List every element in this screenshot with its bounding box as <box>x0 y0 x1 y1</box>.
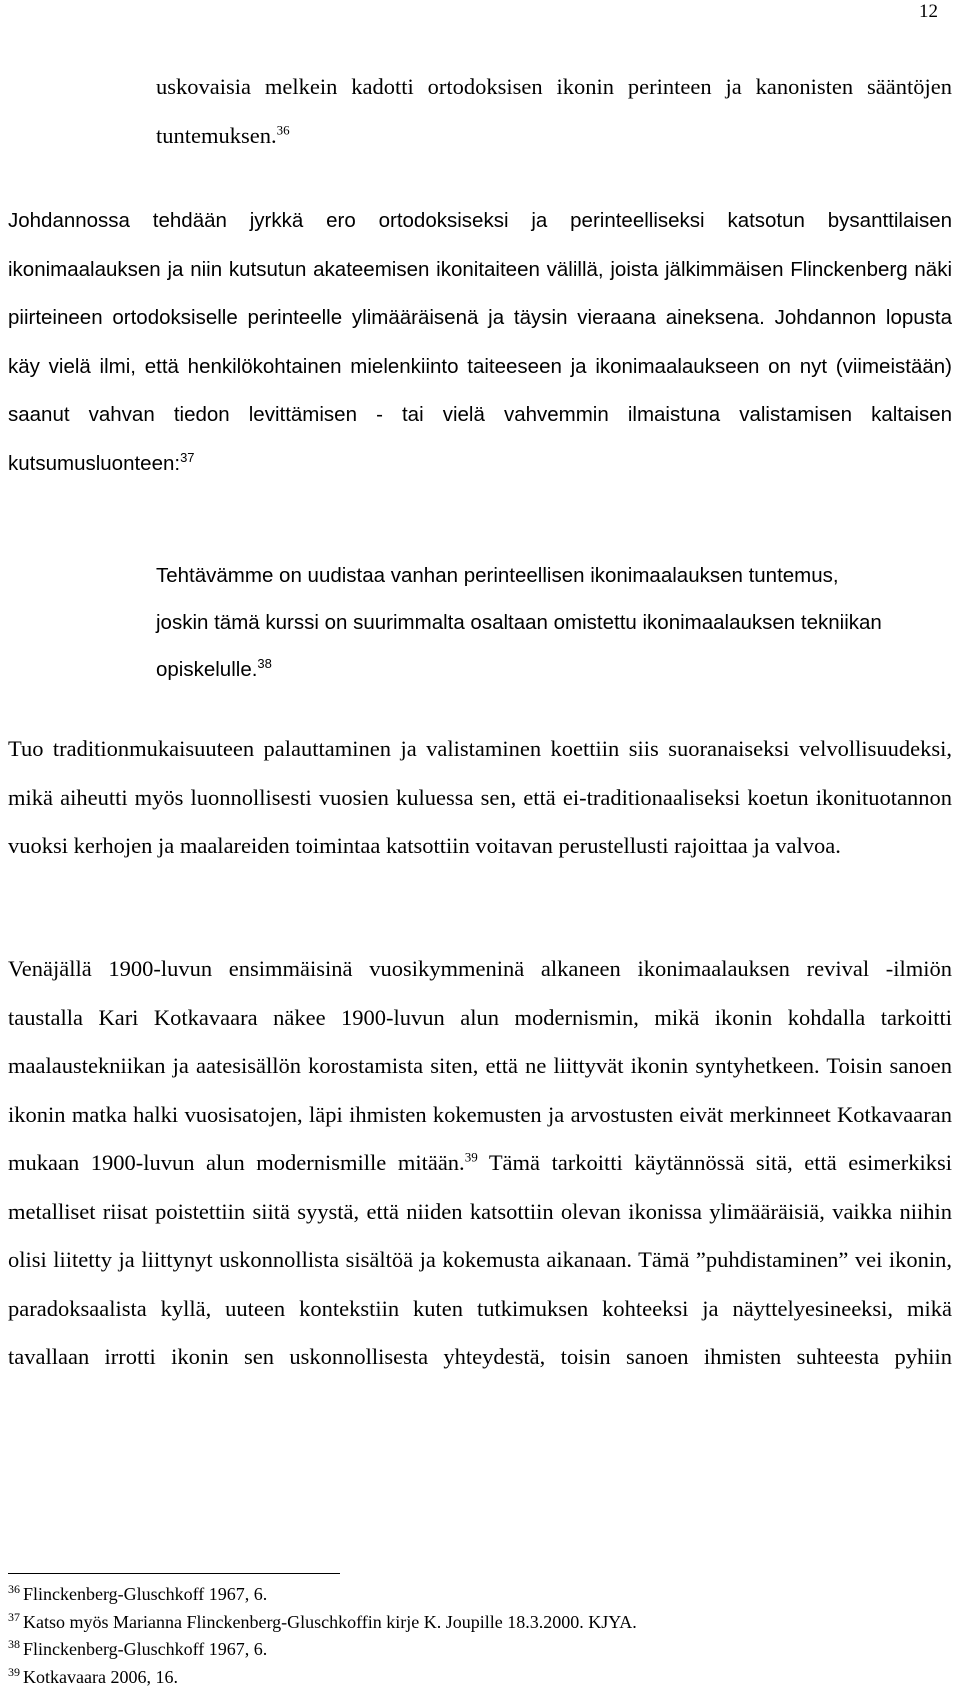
footnote-39 <box>8 1664 952 1692</box>
paragraph-johdannossa <box>8 197 952 488</box>
footnotes <box>8 1581 952 1691</box>
quote-text: Tehtävämme on uudistaa vanhan perinteellisen ikonimaalauksen tuntemus, joskin tämä kurssi on suurimmalta osaltaan omistettu ikonimaalauksen tekniikan opiskelulle. <box>156 564 882 681</box>
paragraph-continuation <box>156 63 952 160</box>
paragraph-venajalla <box>8 945 952 1382</box>
block-quote <box>156 552 896 693</box>
footnote-number: 38 <box>8 1637 20 1651</box>
footnote-36 <box>8 1581 952 1609</box>
footnote-ref-36[interactable]: 36 <box>276 122 290 137</box>
footnote-ref-37[interactable]: 37 <box>180 449 195 465</box>
footnote-ref-38[interactable]: 38 <box>257 656 272 672</box>
footnote-number: 36 <box>8 1582 20 1596</box>
footnote-text: Katso myös Marianna Flinckenberg-Gluschkoffin kirje K. Joupille 18.3.2000. KJYA. <box>23 1611 637 1632</box>
footnote-ref-39[interactable]: 39 <box>464 1149 478 1165</box>
paragraph-text: Tuo traditionmukaisuuteen palauttaminen ja valistaminen koettiin siis suoranaiseksi velvollisuudeksi, mikä aiheutti myös luonnollisesti vuosien kuluessa sen, että ei-traditionaaliseksi koetun ikonituotannon vuoksi kerhojen ja maalareiden toimintaa katsottiin voitavan perustellusti rajoittaa ja valvoa. <box>8 736 952 858</box>
paragraph-text-continued: Tämä tarkoitti käytännössä sitä, että esimerkiksi metalliset riisat poistettiin siitä syystä, että niiden katsottiin olevan ikonissa ylimääräisiä, vaikka niihin olisi liitetty ja liittynyt uskonnollista sisältöä ja kokemusta aikanaan. Tämä ”puhdistaminen” vei ikonin, paradoksaalista kyllä, uuteen kontekstiin kuten tutkimuksen kohteeksi ja näyttelyesineeksi, mikä tavallaan irrotti ikonin sen uskonnollisesta yhteydestä, toisin sanoen ihmisten suhteesta pyhiin <box>8 1150 952 1369</box>
page-number: 12 <box>919 1 938 22</box>
footnote-text: Flinckenberg-Gluschkoff 1967, 6. <box>23 1584 268 1604</box>
footnote-number: 39 <box>8 1664 20 1679</box>
footnote-text: Kotkavaara 2006, 16. <box>23 1666 178 1687</box>
footnote-number: 37 <box>8 1609 20 1624</box>
paragraph-text: Venäjällä 1900-luvun ensimmäisinä vuosikymmeninä alkaneen ikonimaalauksen revival -ilmiön taustalla Kari Kotkavaara näkee 1900-luvun alun modernismin, mikä ikonin kohdalla tarkoitti maalaustekniikan ja aatesisällön korostamista siten, että ne liittyvät ikonin syntyhetkeen. Toisin sanoen ikonin matka halki vuosisatojen, läpi ihmisten kokemusten ja arvostusten eivät merkinneet Kotkavaaran mukaan 1900-luvun alun modernismille mitään. <box>8 956 952 1175</box>
paragraph-text: uskovaisia melkein kadotti ortodoksisen ikonin perinteen ja kanonisten sääntöjen tuntemuksen. <box>156 74 952 148</box>
footnote-38 <box>8 1636 952 1664</box>
paragraph-text: Johdannossa tehdään jyrkkä ero ortodoksiseksi ja perinteelliseksi katsotun bysanttilaisen ikonimaalauksen ja niin kutsutun akateemisen ikonitaiteen välillä, joista jälkimmäisen Flinckenberg näki piirteineen ortodoksiselle perinteelle ylimääräisenä ja täysin vieraana aineksena. Johdannon lopusta käy vielä ilmi, että henkilökohtainen mielenkiinto taiteeseen ja ikonimaalaukseen on nyt (viimeistään) saanut vahvan tiedon levittämisen - tai vielä vahvemmin ilmaistuna valistamisen kaltaisen kutsumusluonteen: <box>8 209 952 475</box>
footnote-37 <box>8 1609 952 1637</box>
footnote-text: Flinckenberg-Gluschkoff 1967, 6. <box>23 1639 268 1659</box>
footnote-separator <box>8 1573 340 1574</box>
paragraph-tuo-traditionmukaisuuteen <box>8 725 952 871</box>
